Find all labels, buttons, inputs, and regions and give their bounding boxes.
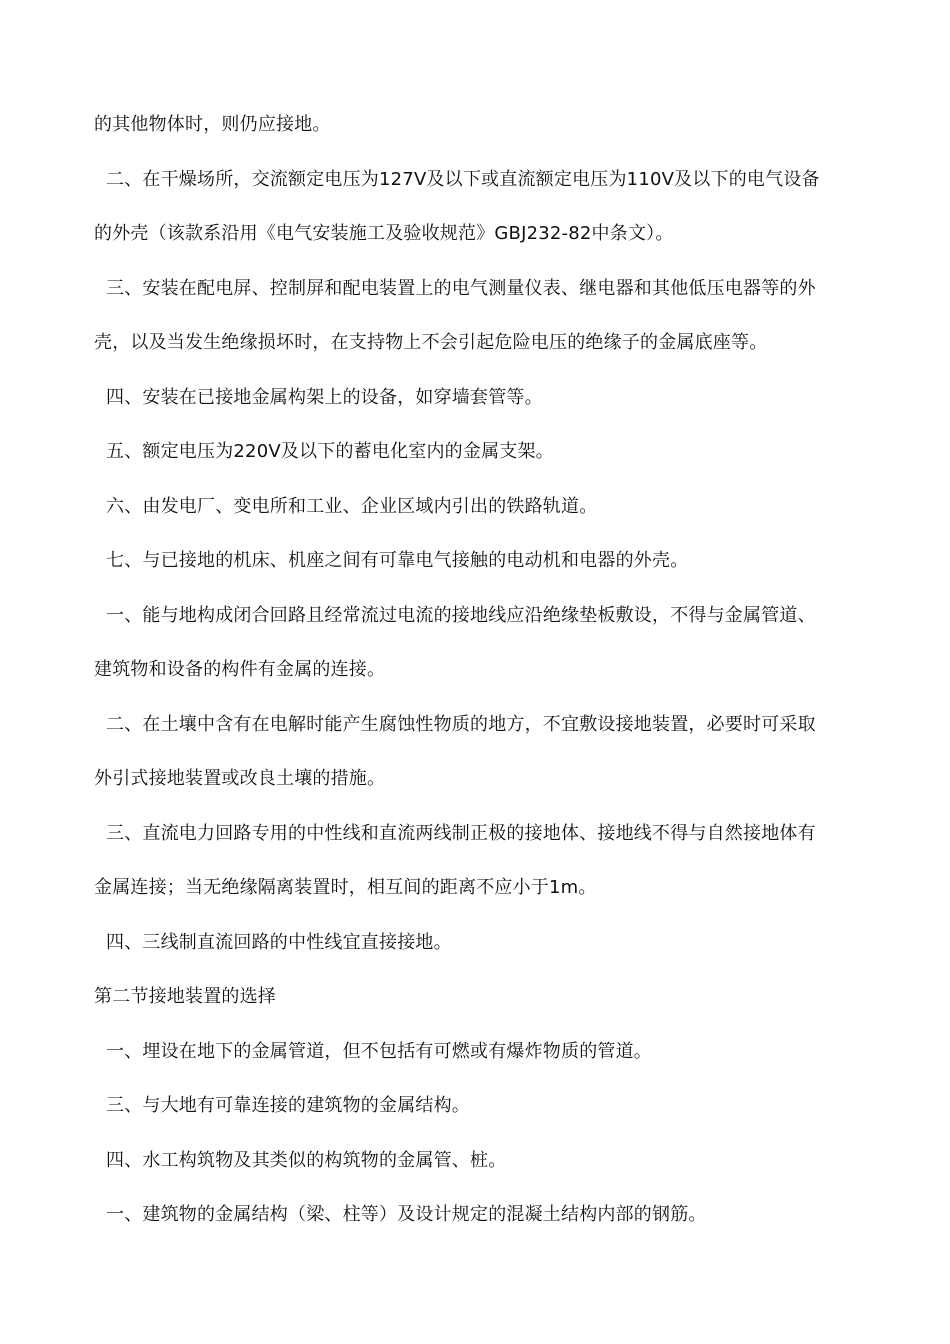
list-item-paragraph: 三、直流电力回路专用的中性线和直流两线制正极的接地体、接地线不得与自然接地体有 xyxy=(106,822,816,844)
list-item-paragraph: 四、安装在已接地金属构架上的设备，如穿墙套管等。 xyxy=(106,386,543,408)
list-item-paragraph: 一、能与地构成闭合回路且经常流过电流的接地线应沿绝缘垫板敷设，不得与金属管道、 xyxy=(106,604,816,626)
list-item-paragraph: 六、由发电厂、变电所和工业、企业区域内引出的铁路轨道。 xyxy=(106,495,598,517)
paragraph-continuation: 建筑物和设备的构件有金属的连接。 xyxy=(94,659,386,680)
paragraph-continuation: 金属连接；当无绝缘隔离装置时，相互间的距离不应小于1m。 xyxy=(94,877,597,898)
paragraph-continuation: 的其他物体时，则仍应接地。 xyxy=(94,114,331,135)
list-item-paragraph: 七、与已接地的机床、机座之间有可靠电气接触的电动机和电器的外壳。 xyxy=(106,550,689,571)
list-item-paragraph: 五、额定电压为220V及以下的蓄电化室内的金属支架。 xyxy=(106,441,554,462)
paragraph-continuation: 的外壳（该款系沿用《电气安装施工及验收规范》GBJ232-82中条文）。 xyxy=(94,223,674,244)
list-item-paragraph: 一、建筑物的金属结构（梁、柱等）及设计规定的混凝土结构内部的钢筋。 xyxy=(106,1204,707,1225)
list-item-paragraph: 三、与大地有可靠连接的建筑物的金属结构。 xyxy=(106,1095,470,1116)
section-heading: 第二节接地装置的选择 xyxy=(94,986,276,1007)
paragraph-continuation: 壳，以及当发生绝缘损坏时，在支持物上不会引起危险电压的绝缘子的金属底座等。 xyxy=(94,332,768,353)
list-item-paragraph: 四、三线制直流回路的中性线宜直接接地。 xyxy=(106,931,452,953)
document-body xyxy=(94,98,862,1243)
list-item-paragraph: 三、安装在配电屏、控制屏和配电装置上的电气测量仪表、继电器和其他低压电器等的外 xyxy=(106,277,816,299)
paragraph-continuation: 外引式接地装置或改良土壤的措施。 xyxy=(94,768,386,789)
list-item-paragraph: 一、埋设在地下的金属管道，但不包括有可燃或有爆炸物质的管道。 xyxy=(106,1040,652,1062)
list-item-paragraph: 四、水工构筑物及其类似的构筑物的金属管、桩。 xyxy=(106,1149,507,1171)
list-item-paragraph: 二、在干燥场所，交流额定电压为127V及以下或直流额定电压为110V及以下的电气设备 xyxy=(106,168,820,190)
list-item-paragraph: 二、在土壤中含有在电解时能产生腐蚀性物质的地方，不宜敷设接地装置，必要时可采取 xyxy=(106,713,816,735)
